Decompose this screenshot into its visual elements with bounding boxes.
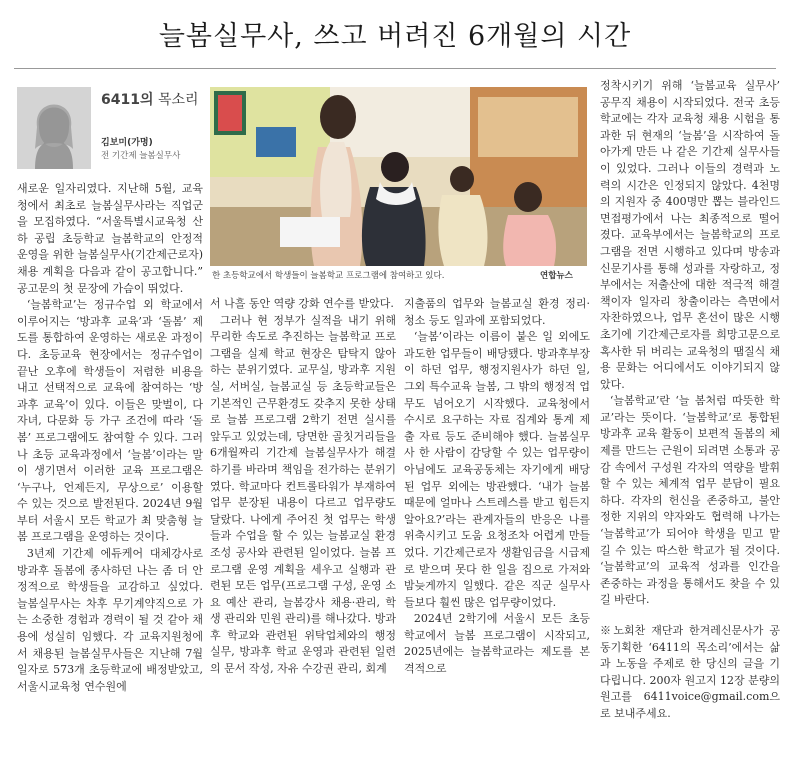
column-name: 목소리 xyxy=(157,92,199,108)
column-number: 6411의 xyxy=(101,92,154,108)
paragraph: ‘늘봄학교’는 정규수업 외 학교에서 이루어지는 ‘방과후 교육’과 ‘돌봄’ 제도를 통합하여 운영하는 새로운 과정이다. 초등교육 현장에서는 정규수업이 끝난 오후에 학생들이 저렴한 비용을 내고 선택적으로 교육에 참여하는 ‘방과후 교육’이 있다. 이들은 맞벌이, 다자녀, 다문화 등 가구 조건에 따라 ‘돌봄’ 프로그램에도 참여할 수 있다. 그러나 초등 교육과정에서 ‘늘봄’이라는 말이 생기면서 이러한 교육 프로그램은 ‘누구나, 언제든지, 무상으로’ 이용할 수 있는 것으로 발전된다. 2024년 9월부터 서울시 모든 학교가 최 맞춤형 늘봄 프로그램을 운영하는 것이다. xyxy=(17,298,203,544)
paragraph: 그러나 현 정부가 실적을 내기 위해 무리한 속도로 추진하는 늘봄학교 프로그램을 실제 학교 현장은 탐탁지 않아 하는 분위기였다. 교무실, 방과후 지원실, 서버실, 늘봄교실 등 초등학교들은 기본적인 근무환경도 갖추지 못한 상태로 늘봄 프로그램 2학기 전면 실시를 앞두고 있었는데, 당면한 골칫거리들을 6개월짜리 기간제 늘봄실무사가 해결하기를 바라며 책임을 전가하는 분위기였다. 학교마다 컨트롤타워가 부재하여 업무 분장된 내용이 다르고 업무량도 달랐다. 나에게 주어진 첫 업무는 학생들과 수업을 할 수 있는 늘봄교실 환경 조성 공사와 관련된 일이었다. 늘봄 프로그램 운영 계획을 세우고 실행과 관련된 모든 업무(프로그램 구성, 운영 소요 예산 관리, 늘봄강사 채용·관리, 학생 관리와 민원 관리)를 해나갔다. 방과후 학교와 관련된 위탁업체와의 행정 실무, 방과후 학교 운영과 관련된 일련의 문서 작성, 자유 수강권 관리, 회계 xyxy=(210,313,396,676)
article-column-4 xyxy=(600,78,780,723)
article-photo xyxy=(210,87,587,266)
article-column-1 xyxy=(17,181,203,695)
header-rule xyxy=(14,68,776,69)
column-title xyxy=(101,89,199,109)
paragraph: ‘늘봄’이라는 이름이 붙은 일 외에도 과도한 업무들이 배당됐다. 방과후부장이 하던 업무, 행정지원사가 하던 일, 그외 특수교육 늘봄, 그 밖의 행정적 업무도 넘어오기 시작했다. 교육청에서 수시로 요구하는 자료 집계와 통계 제출 자료 등도 준비해야 했다. 늘봄실무사 한 사람이 감당할 수 있는 업무량이 아님에도 교육공동체는 자기에게 배당된 업무 외에는 방관했다. ‘내가 늘봄 때문에 얼마나 스트레스를 받고 힘든지 알아요?’라는 관계자들의 반응은 나를 위축시키고 도움 요청조차 어렵게 만들었다. 기간제근로자 생활임금을 시급제로 받으며 못다 한 일을 집으로 가져와 밤늦게까지 일했다. 같은 직군 실무사들보다 훨씬 많은 업무량이었다. xyxy=(404,330,590,609)
paragraph: 서 나흘 동안 역량 강화 연수를 받았다. xyxy=(210,297,394,310)
article-column-3 xyxy=(404,296,590,678)
paragraph: 3년제 기간제 에듀케어 대체강사로 방과후 돌봄에 종사하던 나는 좀 더 안정적으로 학생들을 교감하고 싶었다. 늘봄실무사는 차후 무기계약직으로 가는 소중한 경험과 경력이 될 것 같아 채용에 성실히 임했다. 각 교육지원청에서 채용된 늘봄실무사들은 지난해 7월 일자로 573개 초등학교에 배정받았고, 서울시교육청 연수원에 xyxy=(17,547,203,693)
paragraph: 2024년 2학기에 서울시 모든 초등학교에서 늘봄 프로그램이 시작되고, 2025년에는 늘봄학교라는 제도를 본격적으로 xyxy=(404,612,590,676)
author-name: 김보미(가명) xyxy=(101,138,153,148)
author-title: 전 기간제 늘봄실무사 xyxy=(101,151,181,161)
paragraph: 새로운 일자리였다. 지난해 5월, 교육청에서 최초로 늘봄실무사라는 직업군을 모집하였다. “서울특별시교육청 산하 공립 초등학교 늘봄학교의 안정적 운영을 위한 늘봄실무사(기간제근로자) 채용 계획을 다음과 같이 공고합니다.” 공고문의 첫 문장에 가슴이 뛰었다. xyxy=(17,182,203,295)
submission-note: ※노회찬 재단과 한겨레신문사가 공동기획한 ‘6411의 목소리’에서는 삶과 노동을 주제로 한 당신의 글을 기다립니다. 200자 원고지 12장 분량의 원고를 6411voice@gmail.com으로 보내주세요. xyxy=(600,624,780,720)
column-profile xyxy=(17,87,203,173)
photo-credit: 연합뉴스 xyxy=(540,271,573,281)
paragraph: ‘늘봄학교’란 ‘늘 봄처럼 따뜻한 학교’라는 뜻이다. ‘늘봄학교’로 통합된 방과후 교육 활동이 보편적 돌봄의 체제를 만드는 근원이 되려면 소통과 공감 속에서 구성원 각자의 역량을 발휘할 수 있는 체계적 업무 분담이 필요하다. 각자의 헌신을 존중하고, 불안정한 지위의 약자와도 협력해 나가는 ‘늘봄학교’가 되어야 학생을 믿고 맡길 수 있는 따스한 학교가 될 것이다. ‘늘봄학교’의 교육적 성과를 인간을 존중하는 과정을 통해서도 찾을 수 있길 바란다. xyxy=(600,394,780,607)
headline: 늘봄실무사, 쓰고 버려진 6개월의 시간 xyxy=(158,21,632,52)
photo-caption: 한 초등학교에서 학생들이 늘봄학교 프로그램에 참여하고 있다. xyxy=(212,271,445,281)
author-portrait xyxy=(17,87,91,169)
paragraph: 정착시키기 위해 ‘늘봄교육 실무사’ 공무직 채용이 시작되었다. 전국 초등학교에는 각자 교육청 채용 시험을 통과한 뒤 현재의 ‘늘봄’을 시작하여 돌아가게 만든 나 같은 기간제 실무사들이 있었다. 그러나 이들의 경력과 노력의 시간은 인정되지 않았다. 4천명의 지원자 중 400명만 뽑는 블라인드 면접평가에서 나는 최종적으로 떨어졌다. 교육부에서는 늘봄학교의 프로그램을 전면 시행하고 있다며 방송과 신문기사를 통해 성과를 자랑하고, 정부에서는 저출산에 대한 적극적 해결책이자 일자리 창출이라는 측면에서 자찬하였으나, 업무 혼선이 많은 시행 초기에 기간제근로자를 희망고문으로 혹사한 뒤 버리는 교육청의 땜질식 채용 문화는 어디에서도 이야기되지 않았다. xyxy=(600,79,780,391)
paragraph: 지출품의 업무와 늘봄교실 환경 정리·청소 등도 일과에 포함되었다. xyxy=(404,297,590,327)
article-column-2 xyxy=(210,296,396,678)
